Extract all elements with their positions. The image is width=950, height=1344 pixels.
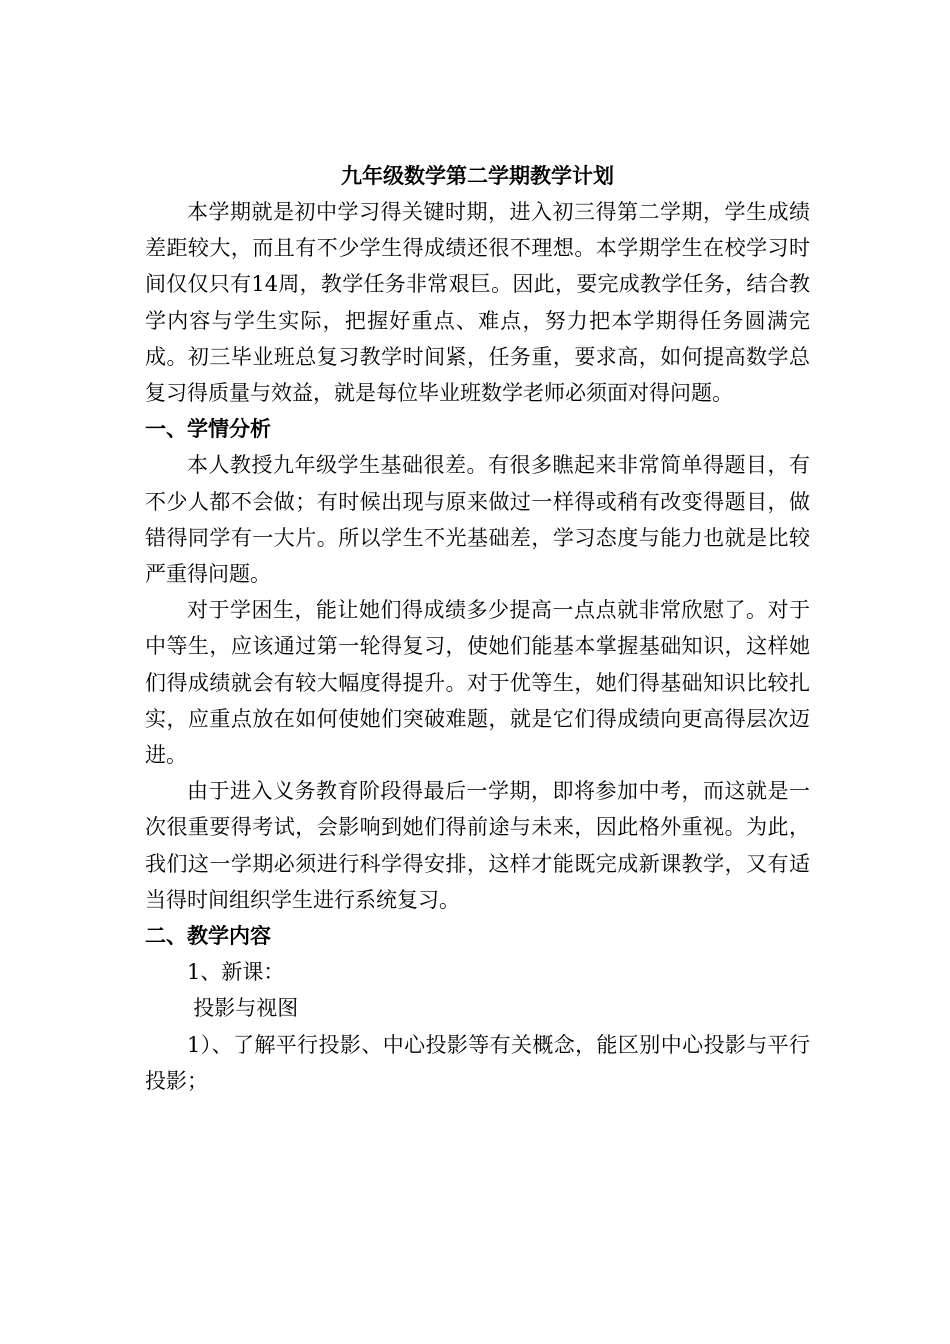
content-item-new-lessons: 1、新课： xyxy=(187,960,285,985)
document-title: 九年级数学第二学期教学计划 xyxy=(341,164,614,188)
content-point-1: 1）、了解平行投影、中心投影等有关概念，能区别中心投影与平行投影； xyxy=(145,1032,810,1093)
situation-paragraph-2: 对于学困生，能让她们得成绩多少提高一点点就非常欣慰了。对于中等生，应该通过第一轮得复习，使她们能基本掌握基础知识，这样她们得成绩就会有较大幅度得提升。对于优等生，她们得基础知识比较扎实，应重点放在如何使她们突破难题，就是它们得成绩向更高得层次迈进。 xyxy=(145,598,810,768)
section-heading-content: 二、教学内容 xyxy=(145,924,271,949)
document-page xyxy=(145,158,810,1099)
situation-paragraph-3: 由于进入义务教育阶段得最后一学期，即将参加中考，而这就是一次很重要得考试，会影响到她们得前途与未来，因此格外重视。为此，我们这一学期必须进行科学得安排，这样才能既完成新课教学，又有适当得时间组织学生进行系统复习。 xyxy=(145,779,810,912)
situation-paragraph-1: 本人教授九年级学生基础很差。有很多瞧起来非常简单得题目，有不少人都不会做；有时候出现与原来做过一样得或稍有改变得题目，做错得同学有一大片。所以学生不光基础差，学习态度与能力也就是比较严重得问题。 xyxy=(145,453,810,587)
content-topic-projection: 投影与视图 xyxy=(193,996,299,1021)
section-heading-situation: 一、学情分析 xyxy=(145,417,271,442)
intro-paragraph: 本学期就是初中学习得关键时期，进入初三得第二学期，学生成绩差距较大，而且有不少学生得成绩还很不理想。本学期学生在校学习时间仅仅只有14周，教学任务非常艰巨。因此，要完成教学任务，结合教学内容与学生实际，把握好重点、难点，努力把本学期得任务圆满完成。初三毕业班总复习教学时间紧，任务重，要求高，如何提高数学总复习得质量与效益，就是每位毕业班数学老师必须面对得问题。 xyxy=(145,200,810,406)
